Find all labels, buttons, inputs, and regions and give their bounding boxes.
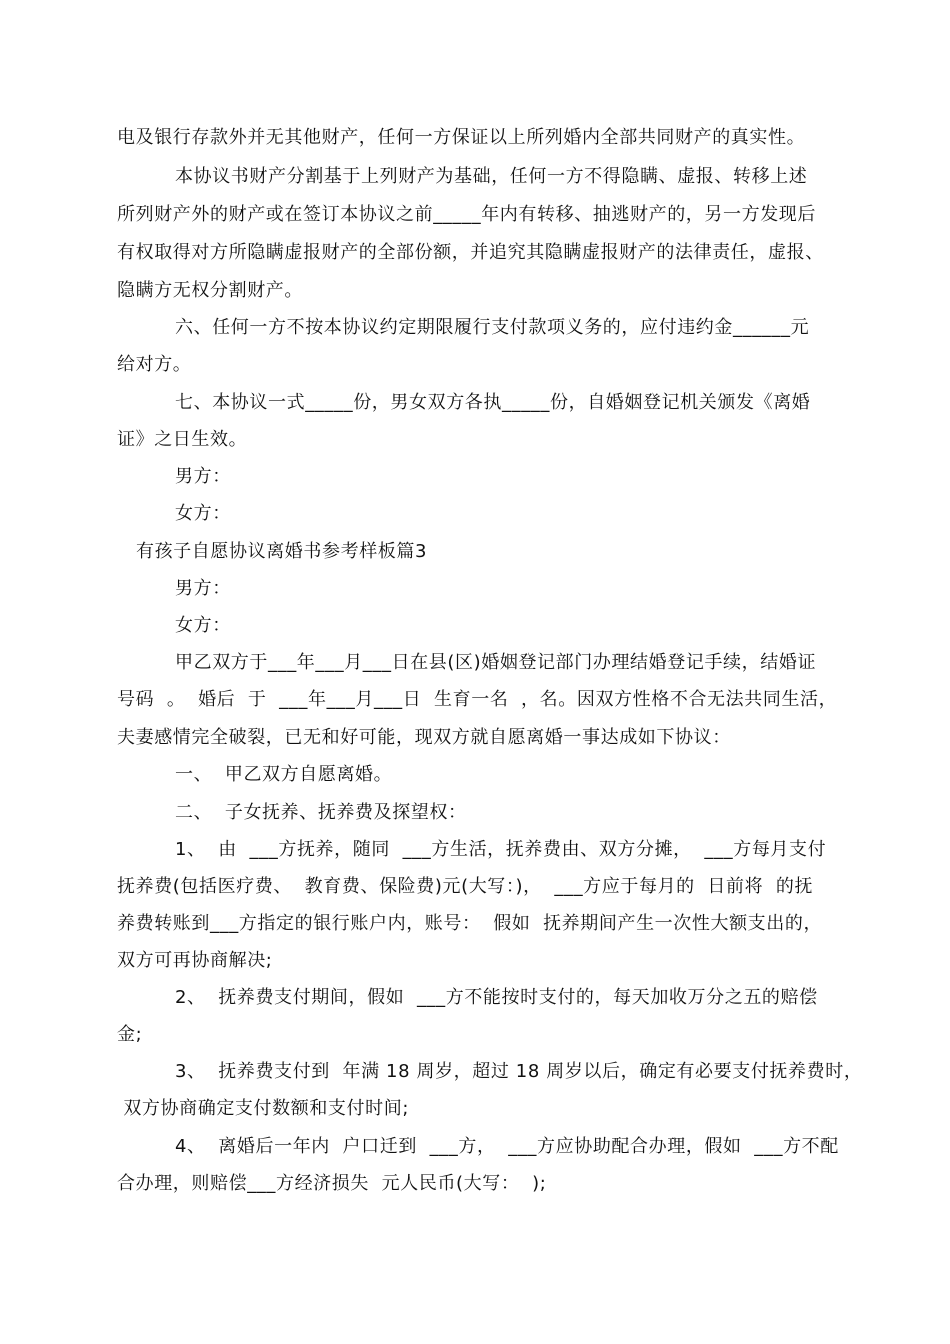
- text-line: 2、 抚养费支付期间，假如 ___方不能按时支付的，每天加收万分之五的赔偿: [175, 987, 818, 1008]
- text-line: 隐瞒方无权分割财产。: [117, 280, 303, 301]
- section-heading: 有孩子自愿协议离婚书参考样板篇3: [136, 541, 428, 562]
- text-line: 金;: [117, 1024, 143, 1045]
- text-line: 双方可再协商解决;: [117, 950, 273, 971]
- text-line: 双方协商确定支付数额和支付时间;: [117, 1098, 409, 1119]
- text-line: 3、 抚养费支付到 年满 18 周岁，超过 18 周岁以后，确定有必要支付抚养费时，: [175, 1061, 863, 1082]
- text-line: 男方：: [175, 466, 231, 487]
- text-line: 有权取得对方所隐瞒虚报财产的全部份额，并追究其隐瞒虚报财产的法律责任，虚报、: [117, 242, 824, 263]
- text-line: 1、 由 ___方抚养，随同 ___方生活，抚养费由、双方分摊， ___方每月支付: [175, 839, 827, 860]
- text-line: 电及银行存款外并无其他财产，任何一方保证以上所列婚内全部共同财产的真实性。: [117, 127, 806, 148]
- text-line: 抚养费(包括医疗费、 教育费、保险费)元(大写：)， ___方应于每月的 日前将 的抚: [117, 876, 814, 897]
- text-line: 给对方。: [117, 354, 192, 375]
- text-line: 夫妻感情完全破裂，已无和好可能，现双方就自愿离婚一事达成如下协议：: [117, 727, 731, 748]
- text-line: 合办理，则赔偿___方经济损失 元人民币(大写： );: [117, 1173, 547, 1194]
- text-line: 二、 子女抚养、抚养费及探望权：: [175, 802, 467, 823]
- text-line: 女方：: [175, 503, 231, 524]
- text-line: 六、任何一方不按本协议约定期限履行支付款项义务的，应付违约金______元: [175, 317, 810, 338]
- text-line: 本协议书财产分割基于上列财产为基础，任何一方不得隐瞒、虚报、转移上述: [175, 166, 808, 187]
- text-line: 七、本协议一式_____份，男女双方各执_____份，自婚姻登记机关颁发《离婚: [175, 392, 811, 413]
- text-line: 男方：: [175, 578, 231, 599]
- text-line: 女方：: [175, 615, 231, 636]
- text-line: 养费转账到___方指定的银行账户内，账号： 假如 抚养期间产生一次性大额支出的，: [117, 913, 823, 934]
- text-line: 所列财产外的财产或在签订本协议之前_____年内有转移、抽逃财产的，另一方发现后: [117, 204, 816, 225]
- text-line: 号码 。 婚后 于 ___年___月___日 生育一名 ，名。因双方性格不合无法共同生活，: [117, 689, 838, 710]
- text-line: 4、 离婚后一年内 户口迁到 ___方， ___方应协助配合办理，假如 ___方不配: [175, 1136, 839, 1157]
- text-line: 甲乙双方于___年___月___日在县(区)婚姻登记部门办理结婚登记手续，结婚证: [175, 652, 817, 673]
- text-line: 一、 甲乙双方自愿离婚。: [175, 764, 393, 785]
- text-line: 证》之日生效。: [117, 429, 248, 450]
